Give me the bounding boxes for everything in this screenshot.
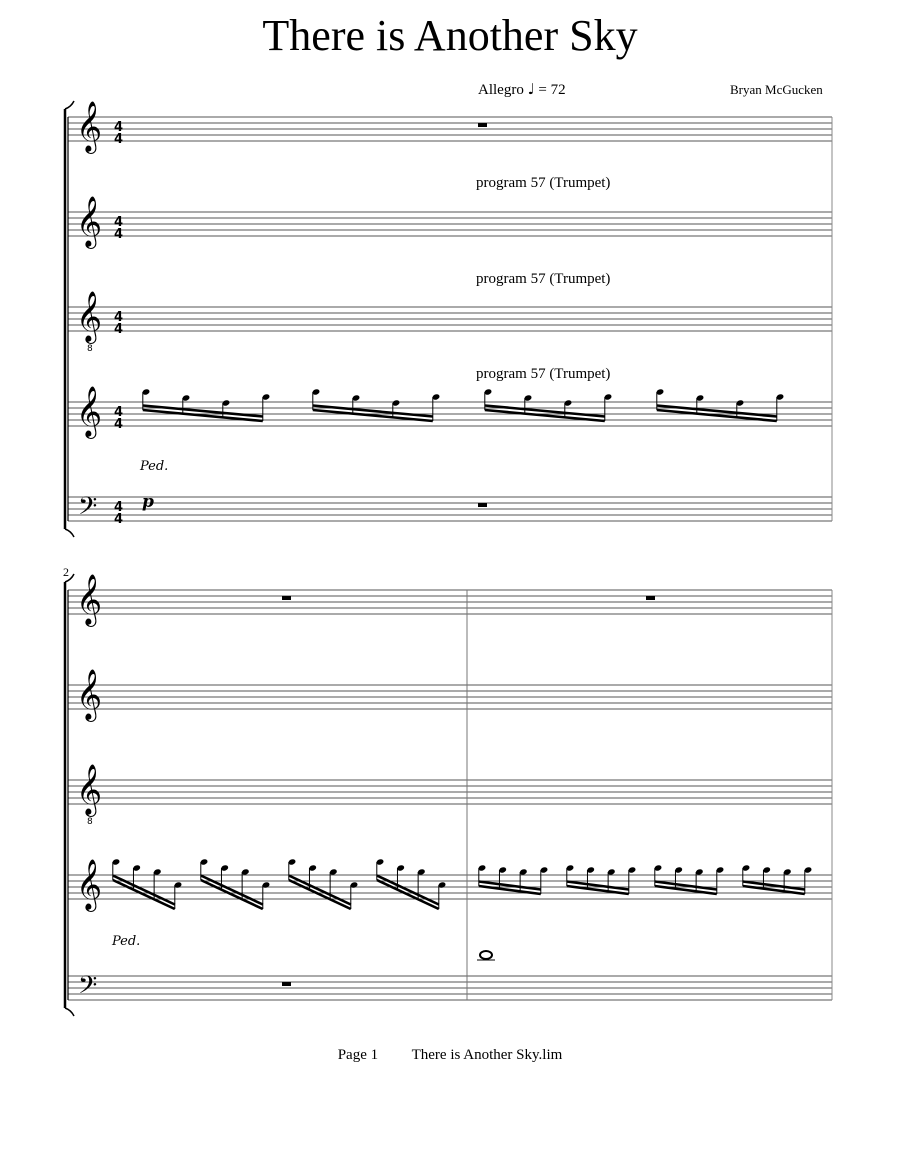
treble-clef-icon: 𝄞 — [76, 101, 103, 152]
note-beam — [377, 880, 439, 909]
quarter-note-icon: ♩ — [527, 80, 535, 98]
time-signature-bottom: 4 — [114, 227, 124, 242]
dynamic-piano: p — [142, 492, 154, 512]
note-beam — [113, 880, 175, 909]
treble-clef-icon: 𝄞 — [76, 196, 103, 247]
program-label-3: program 57 (Trumpet) — [476, 366, 611, 382]
file-name: There is Another Sky.lim — [411, 1047, 563, 1063]
time-signature-bottom: 4 — [114, 132, 124, 147]
time-signature-bottom: 4 — [114, 417, 124, 432]
whole-note — [480, 951, 492, 959]
octave-marker: 8 — [87, 817, 93, 827]
measure-number: 2 — [63, 565, 69, 579]
time-signature-top: 4 — [114, 120, 124, 135]
program-label-1: program 57 (Trumpet) — [476, 175, 611, 191]
pedal-marking: Ped. — [112, 934, 141, 949]
bass-clef-icon: 𝄢 — [78, 971, 98, 1006]
bracket-hook-top — [65, 101, 74, 109]
page-number: Page 1 — [337, 1047, 379, 1063]
time-signature-top: 4 — [114, 215, 124, 230]
whole-rest-icon — [282, 596, 291, 600]
treble-clef-icon: 𝄞 — [76, 386, 103, 437]
note-beam — [289, 876, 351, 905]
treble-clef-icon: 𝄞 — [76, 291, 103, 342]
treble-clef-icon: 𝄞 — [76, 574, 103, 625]
time-signature-bottom: 4 — [114, 512, 124, 527]
pedal-marking: Ped. — [140, 459, 169, 474]
tempo-text: Allegro — [478, 82, 524, 98]
time-signature-top: 4 — [114, 500, 124, 515]
whole-rest-icon — [478, 123, 487, 127]
note-beam — [113, 876, 175, 905]
composer-name: Bryan McGucken — [730, 82, 823, 97]
octave-marker: 8 — [87, 344, 93, 354]
note-beam — [201, 880, 263, 909]
program-label-2: program 57 (Trumpet) — [476, 271, 611, 287]
note-beam — [201, 876, 263, 905]
bracket-hook-top — [65, 574, 74, 582]
bracket-hook-bottom — [65, 1008, 74, 1016]
whole-rest-icon — [646, 596, 655, 600]
bass-clef-icon: 𝄢 — [78, 492, 98, 527]
time-signature-bottom: 4 — [114, 322, 124, 337]
tempo-value: = 72 — [538, 82, 566, 98]
score-title: There is Another Sky — [262, 11, 638, 60]
note-beam — [289, 880, 351, 909]
bracket-hook-bottom — [65, 529, 74, 537]
whole-rest-icon — [282, 982, 291, 986]
time-signature-top: 4 — [114, 405, 124, 420]
note-beam — [377, 876, 439, 905]
treble-clef-icon: 𝄞 — [76, 669, 103, 720]
time-signature-top: 4 — [114, 310, 124, 325]
treble-clef-icon: 𝄞 — [76, 764, 103, 815]
whole-rest-icon — [478, 503, 487, 507]
treble-clef-icon: 𝄞 — [76, 859, 103, 910]
